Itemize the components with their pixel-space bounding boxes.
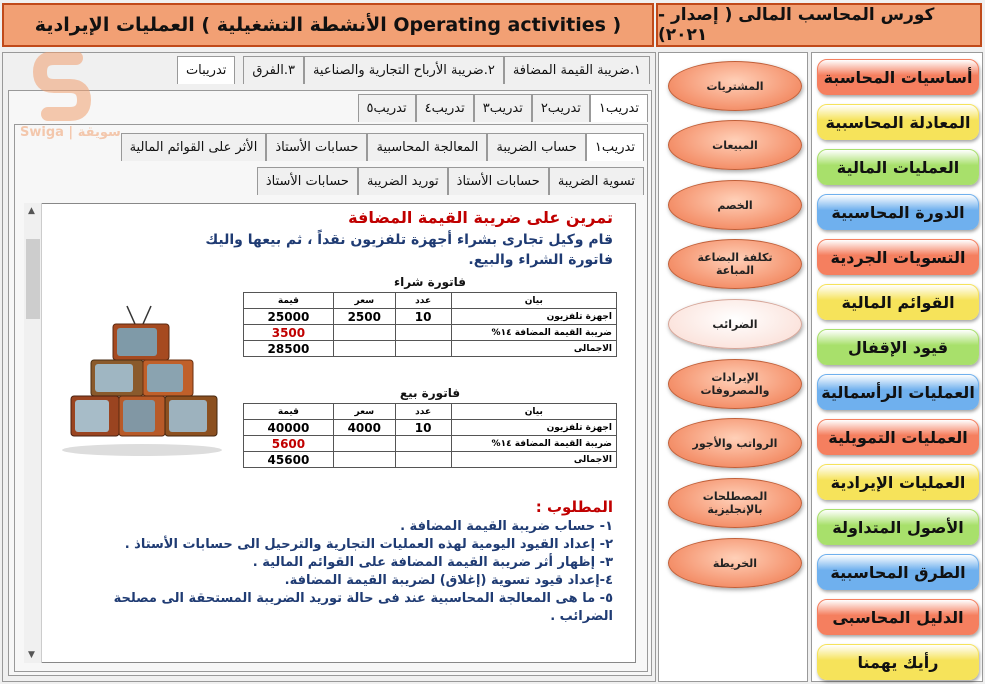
scroll-down-icon[interactable]: ▼ — [28, 650, 35, 660]
tab-commercial-tax[interactable]: ٢.ضريبة الأرباح التجارية والصناعية — [304, 56, 504, 84]
topic-sales[interactable]: المبيعات — [668, 120, 802, 170]
topic-cogs[interactable]: تكلفة البضاعة المباعة — [668, 239, 802, 289]
menu-item-financial-operations[interactable]: العمليات المالية — [817, 149, 979, 185]
tab-exercise-4[interactable]: تدريب٤ — [416, 94, 474, 122]
list-item: ٥- ما هى المعالجة المحاسبية عند فى حالة توريد الضريبة المستحقة الى مصلحة الضرائب . — [113, 591, 613, 624]
tab-tax-settlement[interactable]: تسوية الضريبة — [549, 167, 644, 195]
table-cell — [333, 341, 395, 357]
requirements-title: المطلوب : — [535, 498, 613, 516]
table-header: بيان — [451, 293, 616, 309]
table-row — [244, 436, 617, 452]
table-cell — [333, 452, 395, 468]
list-item: ٢- إعداد القيود اليومية لهذه العمليات التجارية والترحيل الى حسابات الأستاذ . — [124, 537, 613, 552]
table-header: سعر — [333, 404, 395, 420]
tab-tax-remittance[interactable]: توريد الضريبة — [358, 167, 448, 195]
menu-item-accounting-methods[interactable]: الطرق المحاسبية — [817, 554, 979, 590]
table-header: قيمة — [244, 404, 334, 420]
table-row — [244, 341, 617, 357]
menu-item-accounting-equation[interactable]: المعادلة المحاسبية — [817, 104, 979, 140]
menu-item-financing-operations[interactable]: العمليات التمويلية — [817, 419, 979, 455]
table-cell — [333, 325, 395, 341]
menu-item-adjustments[interactable]: التسويات الجردية — [817, 239, 979, 275]
page-title: العمليات الإيرادية ( الأنشطة التشغيلية Operating activities ) — [2, 3, 654, 47]
purchase-invoice-table — [243, 292, 617, 357]
table-cell: 5600 — [244, 436, 334, 452]
menu-item-capital-operations[interactable]: العمليات الرأسمالية — [817, 374, 979, 410]
table-cell: ضريبة القيمة المضافة ١٤% — [451, 436, 616, 452]
table-cell — [333, 436, 395, 452]
tab-accounting-treatment[interactable]: المعالجة المحاسبية — [367, 133, 487, 161]
tv-stack-image — [57, 302, 227, 462]
table-row — [244, 325, 617, 341]
table-cell: 2500 — [333, 309, 395, 325]
tab-ledger-accounts-2[interactable]: حسابات الأستاذ — [448, 167, 549, 195]
tab-vat[interactable]: ١.ضريبة القيمة المضافة — [504, 56, 650, 84]
tab-sub-exercise[interactable]: تدريب١ — [586, 133, 644, 161]
menu-item-accounting-basics[interactable]: أساسيات المحاسبة — [817, 59, 979, 95]
table-cell: 4000 — [333, 420, 395, 436]
menu-item-accounting-cycle[interactable]: الدورة المحاسبية — [817, 194, 979, 230]
list-item: ١- حساب ضريبة القيمة المضافة . — [400, 519, 613, 534]
requirements-list — [73, 518, 613, 626]
topic-map[interactable]: الخريطة — [668, 538, 802, 588]
topic-taxes[interactable]: الضرائب — [668, 299, 802, 349]
table-header: سعر — [333, 293, 395, 309]
topic-salaries-wages[interactable]: الرواتب والأجور — [668, 418, 802, 468]
menu-item-accounting-guide[interactable]: الدليل المحاسبى — [817, 599, 979, 635]
tab-exercise-2[interactable]: تدريب٢ — [532, 94, 590, 122]
topic-purchases[interactable]: المشتريات — [668, 61, 802, 111]
table-header: عدد — [395, 293, 451, 309]
table-cell: 25000 — [244, 309, 334, 325]
tab-tax-calculation[interactable]: حساب الضريبة — [487, 133, 586, 161]
sales-invoice-table — [243, 403, 617, 468]
table-cell: اجهزة تلفزيون — [451, 309, 616, 325]
table-header: بيان — [451, 404, 616, 420]
tabs-level3-row1 — [121, 133, 644, 161]
table-cell: ضريبة القيمة المضافة ١٤% — [451, 325, 616, 341]
watermark-text: Swiga | سويقة — [20, 125, 121, 140]
table-cell: 45600 — [244, 452, 334, 468]
menu-item-closing-entries[interactable]: قيود الإقفال — [817, 329, 979, 365]
table-cell: الاجمالى — [451, 452, 616, 468]
table-cell: 10 — [395, 420, 451, 436]
topic-menu — [658, 52, 808, 682]
table-row — [244, 309, 617, 325]
menu-item-financial-statements[interactable]: القوائم المالية — [817, 284, 979, 320]
topic-english-terms[interactable]: المصطلحات بالإنجليزية — [668, 478, 802, 528]
table-header: عدد — [395, 404, 451, 420]
table-cell: 3500 — [244, 325, 334, 341]
tab-difference[interactable]: ٣.الفرق — [243, 56, 304, 84]
table-row — [244, 452, 617, 468]
swiga-logo — [18, 52, 128, 142]
tabs-level2 — [358, 94, 648, 122]
tabs-level3-row2 — [257, 167, 644, 195]
exercise-title: تمرين على ضريبة القيمة المضافة — [348, 208, 613, 227]
table-header: قيمة — [244, 293, 334, 309]
sales-invoice-title: فاتورة بيع — [399, 386, 461, 400]
table-cell — [395, 452, 451, 468]
table-cell — [395, 341, 451, 357]
table-cell — [395, 325, 451, 341]
main-menu — [811, 52, 983, 682]
document-scrollbar[interactable] — [24, 203, 42, 663]
topic-revenues-expenses[interactable]: الإيرادات والمصروفات — [668, 359, 802, 409]
exercise-document — [24, 203, 636, 663]
scroll-thumb[interactable] — [26, 239, 40, 319]
tab-exercise-3[interactable]: تدريب٣ — [474, 94, 532, 122]
table-cell: 28500 — [244, 341, 334, 357]
table-cell: اجهزة تلفزيون — [451, 420, 616, 436]
menu-item-current-assets[interactable]: الأصول المتداولة — [817, 509, 979, 545]
tab-exercises[interactable]: تدريبات — [177, 56, 235, 84]
tab-ledger-accounts-1[interactable]: حسابات الأستاذ — [266, 133, 367, 161]
exercise-text: قام وكيل تجارى بشراء أجهزة تلفزيون نقداً ، ثم بيعها واليك فاتورة الشراء والبيع. — [205, 232, 613, 268]
topic-discount[interactable]: الخصم — [668, 180, 802, 230]
menu-item-revenue-operations[interactable]: العمليات الإيرادية — [817, 464, 979, 500]
table-cell — [395, 436, 451, 452]
table-cell: الاجمالى — [451, 341, 616, 357]
scroll-up-icon[interactable]: ▲ — [28, 206, 35, 216]
list-item: ٣- إظهار أثر ضريبة القيمة المضافة على القوائم المالية . — [252, 555, 613, 570]
tab-exercise-5[interactable]: تدريب٥ — [358, 94, 416, 122]
tabs-level1 — [177, 56, 650, 84]
list-item: ٤-إعداد قيود تسوية (إغلاق) لضريبة القيمة المضافة. — [284, 573, 613, 588]
table-cell: 10 — [395, 309, 451, 325]
tab-ledger-accounts-3[interactable]: حسابات الأستاذ — [257, 167, 358, 195]
tab-statements-effect[interactable]: الأثر على القوائم المالية — [121, 133, 267, 161]
table-cell: 40000 — [244, 420, 334, 436]
tab-exercise-1[interactable]: تدريب١ — [590, 94, 648, 122]
course-title: كورس المحاسب المالى ( إصدار - ٢٠٢١) — [656, 3, 982, 47]
menu-item-feedback[interactable]: رأيك يهمنا — [817, 644, 979, 680]
purchase-invoice-title: فاتورة شراء — [393, 275, 467, 289]
table-row — [244, 420, 617, 436]
